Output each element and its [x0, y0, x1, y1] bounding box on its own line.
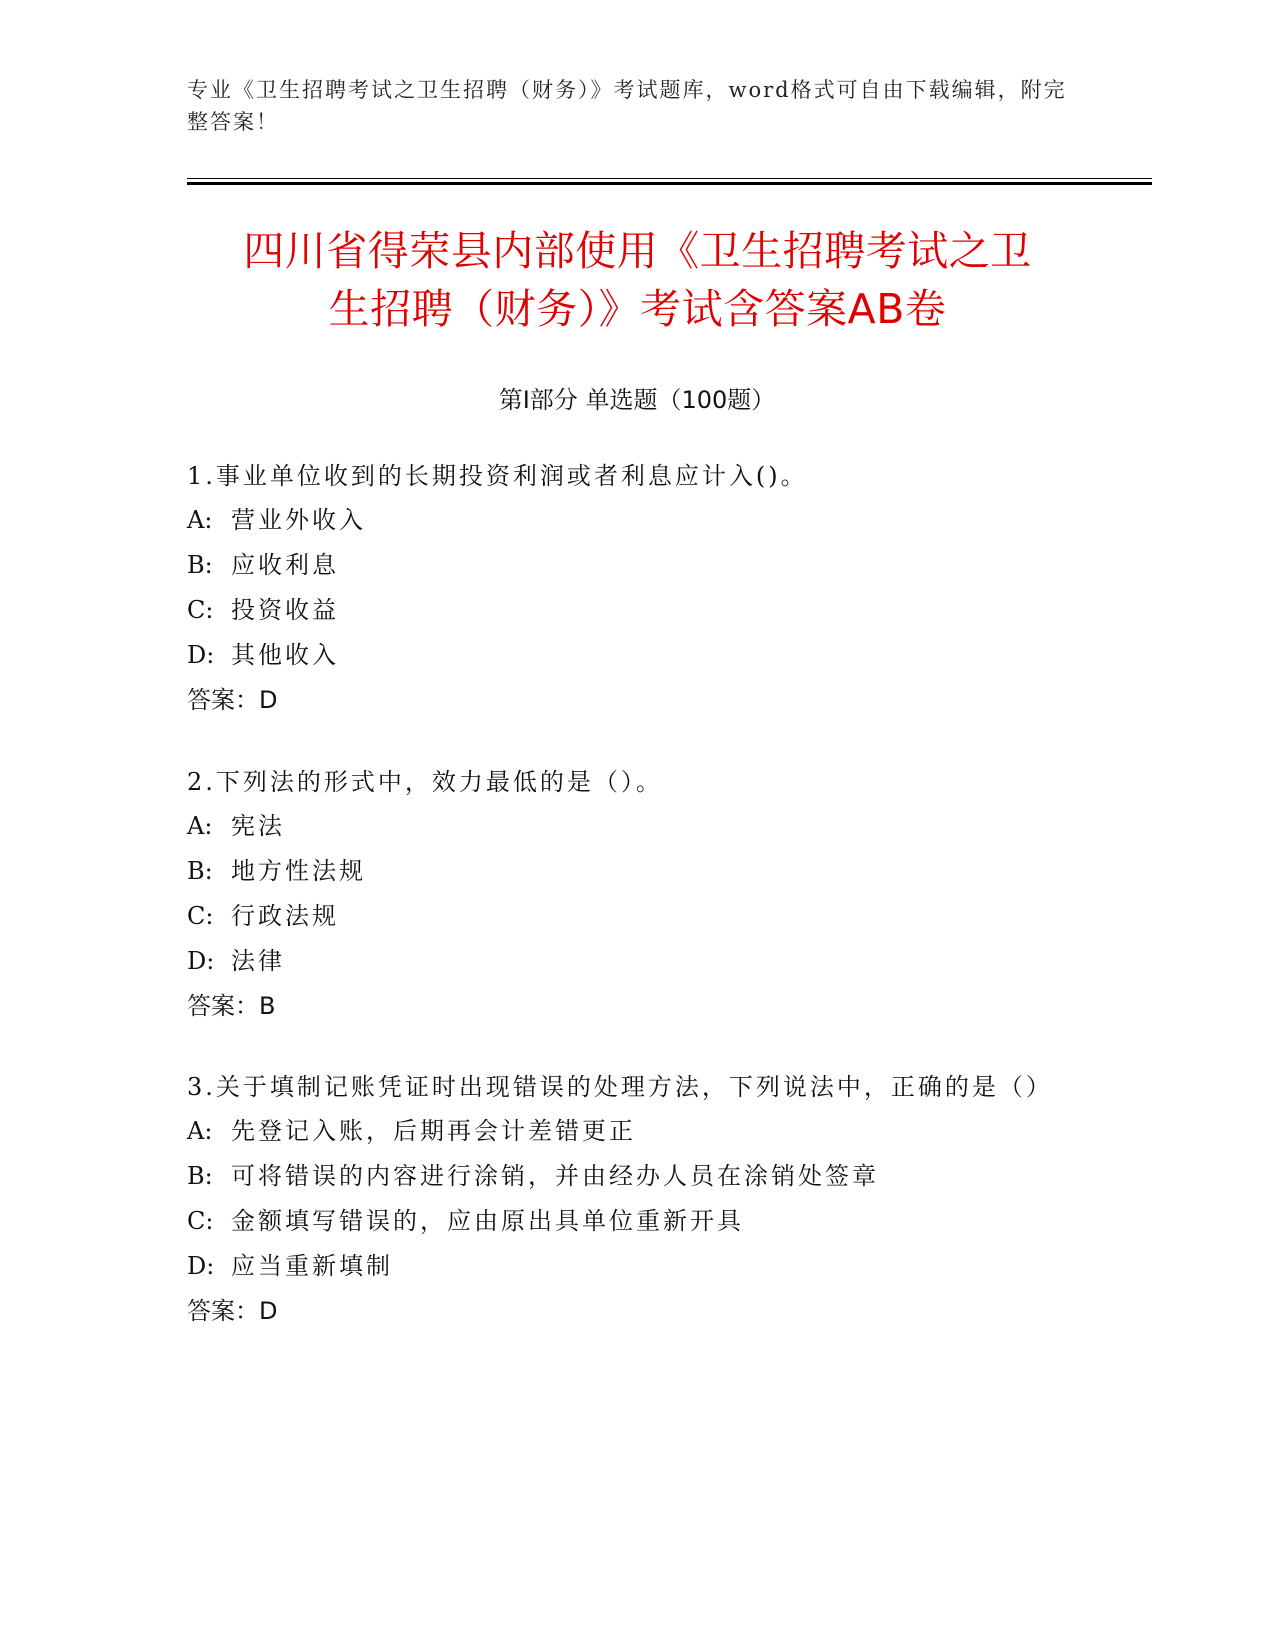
option-text: 法律	[231, 947, 285, 975]
option-key: D:	[187, 1252, 215, 1280]
answer: 答案：D	[187, 686, 278, 714]
option-d	[187, 1244, 1067, 1289]
option-key: C:	[187, 596, 214, 624]
option-text: 地方性法规	[231, 857, 366, 885]
option-a	[187, 1109, 1067, 1154]
option-key: B:	[187, 551, 213, 579]
option-text: 可将错误的内容进行涂销，并由经办人员在涂销处签章	[231, 1162, 879, 1190]
option-key: D:	[187, 641, 215, 669]
option-d	[187, 939, 1087, 984]
header-rule-thin	[187, 178, 1152, 179]
section-heading: 第Ⅰ部分 单选题（100题）	[498, 386, 776, 414]
option-b	[187, 1154, 1067, 1199]
option-key: C:	[187, 902, 214, 930]
option-key: C:	[187, 1207, 214, 1235]
option-key: B:	[187, 1162, 213, 1190]
option-text: 应当重新填制	[231, 1252, 393, 1280]
header-note: 专业《卫生招聘考试之卫生招聘（财务）》考试题库，word格式可自由下载编辑，附完整答案！	[187, 78, 1067, 134]
option-key: A:	[187, 506, 213, 534]
answer: 答案：B	[187, 992, 276, 1020]
option-b	[187, 849, 1087, 894]
option-text: 其他收入	[231, 641, 339, 669]
option-text: 投资收益	[231, 596, 339, 624]
question-text: 1.事业单位收到的长期投资利润或者利息应计入()。	[187, 462, 808, 490]
option-b	[187, 543, 1087, 588]
option-text: 应收利息	[231, 551, 339, 579]
title-line-2: 生招聘（财务）》考试含答案AB卷	[328, 285, 947, 333]
option-key: A:	[187, 1117, 213, 1145]
option-text: 营业外收入	[231, 506, 366, 534]
question-2	[187, 760, 1087, 1028]
header-rule-thick	[187, 182, 1152, 185]
question-3	[187, 1065, 1067, 1333]
option-text: 金额填写错误的，应由原出具单位重新开具	[231, 1207, 744, 1235]
option-text: 行政法规	[231, 902, 339, 930]
question-1	[187, 454, 1087, 722]
option-c	[187, 1199, 1067, 1244]
option-a	[187, 498, 1087, 543]
answer: 答案：D	[187, 1297, 278, 1325]
question-text: 3.关于填制记账凭证时出现错误的处理方法，下列说法中，正确的是（）	[187, 1073, 1053, 1101]
option-a	[187, 804, 1087, 849]
document-title	[160, 222, 1115, 338]
option-d	[187, 633, 1087, 678]
option-key: D:	[187, 947, 215, 975]
option-text: 宪法	[231, 812, 285, 840]
option-key: B:	[187, 857, 213, 885]
question-text: 2.下列法的形式中，效力最低的是（）。	[187, 768, 663, 796]
option-text: 先登记入账，后期再会计差错更正	[231, 1117, 636, 1145]
option-c	[187, 894, 1087, 939]
option-c	[187, 588, 1087, 633]
option-key: A:	[187, 812, 213, 840]
title-line-1: 四川省得荣县内部使用《卫生招聘考试之卫	[243, 227, 1032, 275]
